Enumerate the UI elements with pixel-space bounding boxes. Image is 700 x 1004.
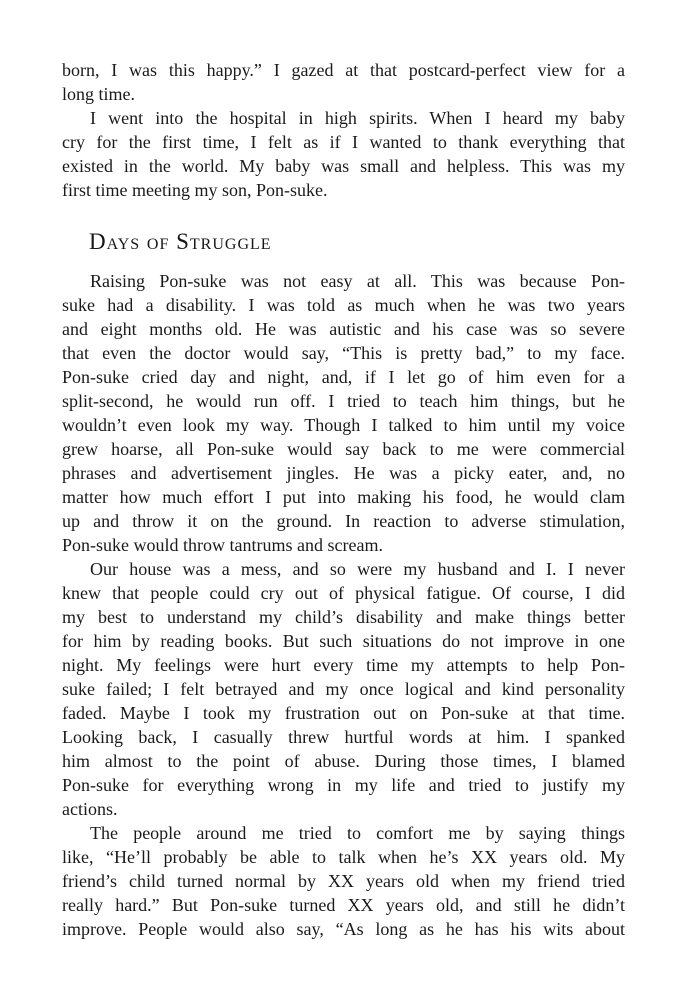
text-line: for him by reading books. But such situations do not improve in one xyxy=(62,631,625,651)
text-line: like, “He’ll probably be able to talk when he’s XX years old. My xyxy=(62,847,625,867)
text-line: existed in the world. My baby was small and helpless. This was my xyxy=(62,156,625,176)
text-line: and eight months old. He was autistic and his case was so severe xyxy=(62,319,625,339)
text-line: long time. xyxy=(62,84,135,104)
text-line: wouldn’t even look my way. Though I talked to him until my voice xyxy=(62,415,625,435)
paragraph xyxy=(62,269,625,557)
text-line: cry for the first time, I felt as if I wanted to thank everything that xyxy=(62,132,625,152)
paragraph xyxy=(62,106,625,202)
text-line: Pon-suke would throw tantrums and scream. xyxy=(62,535,383,555)
text-line: matter how much effort I put into making his food, he would clam xyxy=(62,487,625,507)
text-line: Raising Pon-suke was not easy at all. This was because Pon- xyxy=(90,271,625,291)
text-line: Pon-suke cried day and night, and, if I let go of him even for a xyxy=(62,367,625,387)
text-line: him almost to the point of abuse. During those times, I blamed xyxy=(62,751,625,771)
text-line: born, I was this happy.” I gazed at that postcard-perfect view for a xyxy=(62,60,625,80)
paragraph xyxy=(62,821,625,941)
text-line: The people around me tried to comfort me by saying things xyxy=(90,823,625,843)
text-line: my best to understand my child’s disability and make things better xyxy=(62,607,625,627)
text-line: knew that people could cry out of physical fatigue. Of course, I did xyxy=(62,583,625,603)
text-line: faded. Maybe I took my frustration out on Pon-suke at that time. xyxy=(62,703,625,723)
section-heading: Days of Struggle xyxy=(89,229,272,254)
text-line: grew hoarse, all Pon-suke would say back to me were commercial xyxy=(62,439,625,459)
text-line: Pon-suke for everything wrong in my life and tried to justify my xyxy=(62,775,625,795)
text-line: up and throw it on the ground. In reaction to adverse stimulation, xyxy=(62,511,625,531)
text-line: night. My feelings were hurt every time my attempts to help Pon- xyxy=(62,655,625,675)
text-line: split-second, he would run off. I tried to teach him things, but he xyxy=(62,391,625,411)
paragraph xyxy=(62,58,625,106)
text-line: first time meeting my son, Pon-suke. xyxy=(62,180,328,200)
text-line: suke had a disability. I was told as much when he was two years xyxy=(62,295,625,315)
text-line: Looking back, I casually threw hurtful words at him. I spanked xyxy=(62,727,625,747)
text-line: suke failed; I felt betrayed and my once logical and kind personality xyxy=(62,679,625,699)
text-line: that even the doctor would say, “This is pretty bad,” to my face. xyxy=(62,343,625,363)
paragraph xyxy=(62,557,625,821)
text-line: Our house was a mess, and so were my husband and I. I never xyxy=(90,559,625,579)
text-line: I went into the hospital in high spirits. When I heard my baby xyxy=(90,108,625,128)
text-line: really hard.” But Pon-suke turned XX years old, and still he didn’t xyxy=(62,895,625,915)
text-line: phrases and advertisement jingles. He was a picky eater, and, no xyxy=(62,463,625,483)
text-line: improve. People would also say, “As long as he has his wits about xyxy=(62,919,625,939)
text-line: actions. xyxy=(62,799,118,819)
text-line: friend’s child turned normal by XX years old when my friend tried xyxy=(62,871,625,891)
